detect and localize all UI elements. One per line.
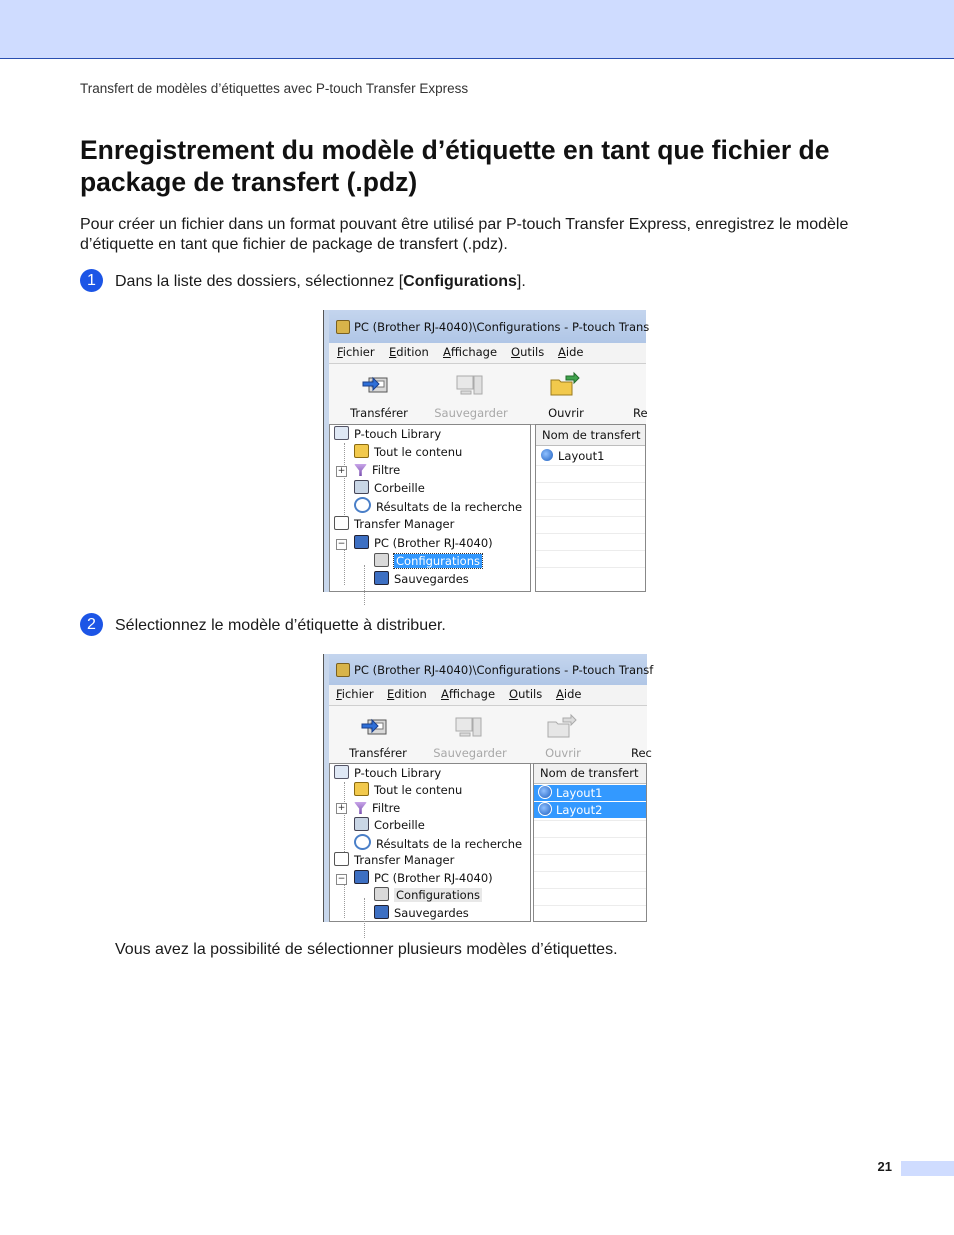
menu-affichage[interactable]: Affichage xyxy=(443,345,498,359)
backup-icon xyxy=(452,714,484,740)
open-button[interactable]: Ouvrir xyxy=(526,364,606,424)
tree-item-filter[interactable]: Filtre xyxy=(354,461,400,479)
folder-tree xyxy=(329,763,531,922)
screenshot-select-layouts xyxy=(323,654,654,922)
transfer-manager-icon xyxy=(334,516,349,530)
transfer-icon xyxy=(360,714,392,740)
tree-item-trash[interactable]: Corbeille xyxy=(354,816,425,834)
running-head: Transfert de modèles d’étiquettes avec P-touch Transfer Express xyxy=(80,81,469,96)
tree-item-pc[interactable]: PC (Brother RJ-4040) xyxy=(354,534,493,552)
step-2-text: Sélectionnez le modèle d’étiquette à distribuer. xyxy=(115,617,446,634)
transfer-icon xyxy=(361,372,393,398)
tree-item-filter[interactable]: Filtre xyxy=(354,799,400,817)
tree-item-search-results[interactable]: Résultats de la recherche xyxy=(354,834,522,852)
list-item[interactable]: Layout1 xyxy=(536,448,645,464)
window-titlebar xyxy=(329,654,654,685)
toolbar xyxy=(329,364,646,425)
menu-outils[interactable]: Outils xyxy=(511,345,545,359)
tree-item-configurations[interactable]: Configurations xyxy=(374,886,482,904)
window-title: PC (Brother RJ-4040)\Configurations - P-touch Transf xyxy=(354,663,654,677)
tree-item-backups[interactable]: Sauvegardes xyxy=(374,904,469,922)
layout-icon xyxy=(538,802,552,816)
column-header-transfer-name[interactable]: Nom de transfert xyxy=(536,425,645,446)
computer-icon xyxy=(354,870,369,884)
toolbar-button-truncated[interactable]: Re xyxy=(633,406,648,420)
expand-icon[interactable]: + xyxy=(337,803,346,813)
computer-icon xyxy=(354,535,369,549)
top-color-band xyxy=(0,0,954,59)
tree-item-trash[interactable]: Corbeille xyxy=(354,479,425,497)
printer-config-icon xyxy=(374,553,389,567)
transfer-button[interactable]: Transférer xyxy=(338,706,418,766)
toolbar-button-truncated[interactable]: Rec xyxy=(631,746,652,760)
folder-tree xyxy=(329,424,531,592)
tree-item-ptouch-library[interactable]: P-touch Library xyxy=(334,764,441,782)
search-icon xyxy=(354,497,371,513)
transfer-list xyxy=(535,424,646,592)
printer-config-icon xyxy=(374,887,389,901)
tree-item-transfer-manager[interactable]: Transfer Manager xyxy=(334,515,454,533)
tree-item-transfer-manager[interactable]: Transfer Manager xyxy=(334,851,454,869)
tree-item-all-content[interactable]: Tout le contenu xyxy=(354,443,462,461)
toolbar xyxy=(329,706,652,764)
step-number-badge: 2 xyxy=(80,613,103,636)
backup-icon xyxy=(453,372,485,398)
filter-icon xyxy=(354,464,367,476)
menu-edition[interactable]: Edition xyxy=(387,687,427,701)
menu-edition[interactable]: Edition xyxy=(389,345,429,359)
page-number-tab xyxy=(901,1161,954,1176)
folder-icon xyxy=(354,782,369,796)
menu-affichage[interactable]: Affichage xyxy=(441,687,496,701)
collapse-icon[interactable]: − xyxy=(337,539,346,549)
trash-icon xyxy=(354,817,369,831)
menu-aide[interactable]: Aide xyxy=(556,687,582,701)
search-icon xyxy=(354,834,371,850)
app-icon xyxy=(336,320,350,334)
window-title: PC (Brother RJ-4040)\Configurations - P-touch Trans xyxy=(354,320,650,334)
page-title: Enregistrement du modèle d’étiquette en tant que fichier de package de transfert (.pdz) xyxy=(80,135,830,197)
transfer-button[interactable]: Transférer xyxy=(339,364,419,424)
app-icon xyxy=(336,663,350,677)
menu-aide[interactable]: Aide xyxy=(558,345,584,359)
layout-icon xyxy=(540,448,554,462)
layout-icon xyxy=(538,785,552,799)
step-number-badge: 1 xyxy=(80,269,103,292)
backup-button[interactable]: Sauvegarder xyxy=(430,706,510,766)
tree-item-configurations[interactable]: Configurations xyxy=(374,552,482,570)
list-item[interactable]: Layout2 xyxy=(534,802,646,818)
backup-folder-icon xyxy=(374,571,389,585)
menu-fichier[interactable]: Fichier xyxy=(336,687,374,701)
tree-item-pc[interactable]: PC (Brother RJ-4040) xyxy=(354,869,493,887)
window-titlebar xyxy=(329,310,650,343)
trash-icon xyxy=(354,480,369,494)
tree-item-backups[interactable]: Sauvegardes xyxy=(374,570,469,588)
backup-button[interactable]: Sauvegarder xyxy=(431,364,511,424)
folder-icon xyxy=(354,444,369,458)
open-button[interactable]: Ouvrir xyxy=(523,706,603,766)
page-number: 21 xyxy=(877,1159,892,1174)
collapse-icon[interactable]: − xyxy=(337,874,346,884)
expand-icon[interactable]: + xyxy=(337,466,346,476)
column-header-transfer-name[interactable]: Nom de transfert xyxy=(534,764,646,784)
library-icon xyxy=(334,765,349,779)
menu-outils[interactable]: Outils xyxy=(509,687,543,701)
transfer-list xyxy=(533,763,647,922)
backup-folder-icon xyxy=(374,905,389,919)
open-folder-icon xyxy=(545,714,577,740)
list-item[interactable]: Layout1 xyxy=(534,785,646,801)
tree-item-all-content[interactable]: Tout le contenu xyxy=(354,781,462,799)
menu-bar xyxy=(329,343,646,364)
note-text: Vous avez la possibilité de sélectionner plusieurs modèles d’étiquettes. xyxy=(115,941,618,958)
tree-item-search-results[interactable]: Résultats de la recherche xyxy=(354,497,522,515)
library-icon xyxy=(334,426,349,440)
transfer-manager-icon xyxy=(334,852,349,866)
screenshot-configurations-folder xyxy=(323,310,650,592)
step-1-text: Dans la liste des dossiers, sélectionnez [Configurations]. xyxy=(115,273,526,290)
filter-icon xyxy=(354,802,367,814)
menu-bar xyxy=(329,685,647,706)
menu-fichier[interactable]: Fichier xyxy=(337,345,375,359)
tree-item-ptouch-library[interactable]: P-touch Library xyxy=(334,425,441,443)
open-folder-icon xyxy=(548,372,580,398)
intro-paragraph: Pour créer un fichier dans un format pouvant être utilisé par P-touch Transfer Express, enregistrez le modèle d’étiquette en tant que fichier de package de transfert (.pdz). xyxy=(80,216,849,253)
